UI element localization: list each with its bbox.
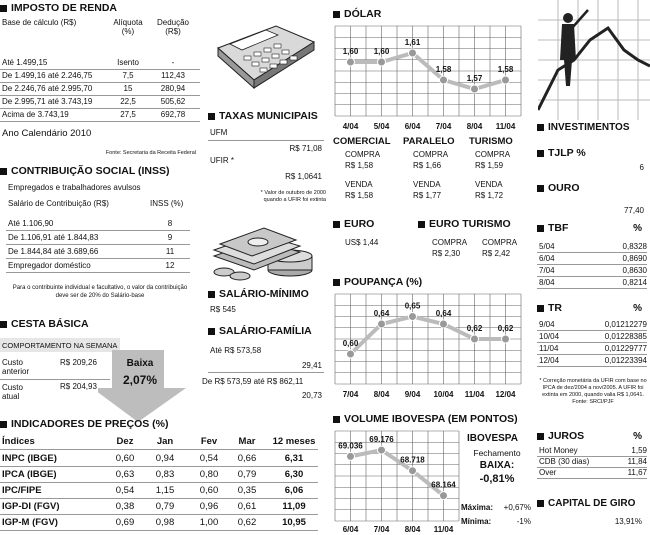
euroturismo-venda-value: R$ 2,42: [482, 249, 511, 258]
tr-row-label: 10/04: [539, 332, 560, 341]
poupanca-section: [333, 276, 523, 401]
data-label: 0,62: [466, 324, 483, 333]
ouro-section: [537, 182, 650, 216]
data-label: 1,60: [342, 47, 359, 56]
tr-title: TR: [537, 302, 650, 314]
precos-col-header: Dez: [116, 436, 134, 447]
tbf-row-value: 0,8328: [622, 242, 647, 251]
precos-row-value: 0,38: [115, 501, 135, 512]
capital-title: CAPITAL DE GIRO: [537, 498, 650, 509]
data-point: [409, 49, 417, 57]
taxas-note: * Valor de outubro de 2000 quando a UFIR foi extinta: [260, 190, 326, 203]
salmin-value: R$ 545: [210, 305, 236, 314]
precos-row-value: 0,62: [237, 517, 257, 528]
divider: [0, 514, 318, 515]
divider: [537, 342, 647, 343]
ir-col-aliquota: Alíquota (%): [113, 18, 143, 36]
x-tick-label: 10/04: [433, 390, 454, 399]
data-point: [378, 58, 386, 66]
euro-section: [333, 218, 413, 258]
divider: [537, 330, 647, 331]
ir-row-base: De 1.499,16 até 2.246,75: [2, 71, 93, 80]
x-tick-label: 11/04: [433, 525, 454, 534]
salmin-title: SALÁRIO-MÍNIMO: [208, 288, 328, 300]
euroturismo-venda-label: COMPRA: [482, 238, 518, 247]
cesta-baixa-value: 2,07%: [122, 373, 158, 387]
precos-row-value: 6,31: [284, 453, 304, 464]
data-point: [502, 76, 510, 84]
divider: [0, 121, 200, 122]
ir-title: IMPOSTO DE RENDA: [0, 2, 200, 14]
juros-row-label: Over: [539, 468, 557, 477]
data-label: 1,60: [373, 47, 390, 56]
data-point: [347, 350, 355, 358]
tjlp-value: 6: [639, 163, 644, 172]
ir-row-base: Acima de 3.743,19: [2, 110, 69, 119]
cesta-section: [0, 318, 200, 413]
divider: [537, 366, 647, 367]
dolar-col-comercial: COMERCIAL: [333, 136, 391, 147]
taxas-ufm-label: UFM: [210, 128, 228, 137]
divider: [0, 95, 200, 96]
ir-row-deducao: 692,78: [160, 110, 186, 119]
ir-row-deducao: -: [171, 58, 175, 67]
divider: [6, 244, 190, 245]
tr-row-label: 11/04: [539, 344, 559, 353]
tr-row-label: 12/04: [539, 356, 560, 365]
juros-row-value: 1,59: [631, 446, 647, 455]
dolar-venda-paralelo: R$ 1,77: [413, 191, 442, 200]
dolar-venda-label-1: VENDA: [345, 180, 373, 189]
ibovespa-min-label: Mínima:: [461, 517, 492, 526]
ir-row-aliquota: 15: [123, 84, 133, 93]
inss-title: CONTRIBUIÇÃO SOCIAL (INSS): [0, 165, 200, 177]
x-tick-label: 8/04: [466, 122, 483, 131]
tr-row-value: 0,01212279: [604, 320, 647, 329]
dolar-compra-comercial: R$ 1,58: [345, 161, 374, 170]
ibovespa-title: VOLUME IBOVESPA (EM PONTOS): [333, 413, 533, 425]
dolar-chart: [333, 22, 523, 132]
data-point: [440, 76, 448, 84]
juros-row-label: Hot Money: [539, 446, 578, 455]
inss-section: [0, 165, 200, 305]
data-label: 0,60: [342, 339, 359, 348]
precos-row-index: IPC/FIPE: [2, 485, 42, 496]
data-label: 1,57: [466, 74, 483, 83]
ir-header: [0, 16, 200, 44]
cesta-anterior-value: R$ 209,26: [60, 358, 97, 367]
tbf-row-label: 7/04: [539, 266, 555, 275]
euroturismo-section: [418, 218, 528, 268]
data-label: 69.176: [369, 435, 394, 445]
precos-row-index: IPCA (IBGE): [2, 469, 57, 480]
precos-row-value: 0,61: [237, 501, 257, 512]
juros-pct: %: [633, 431, 642, 442]
ir-row-aliquota: 27,5: [120, 110, 136, 119]
precos-row-value: 10,95: [282, 517, 306, 528]
ibovespa-status: BAIXA:: [479, 460, 515, 471]
precos-row-value: 0,66: [237, 453, 257, 464]
inss-row-salario: Até 1.106,90: [8, 219, 54, 228]
tbf-title: TBF: [537, 222, 650, 234]
euroturismo-compra-value: R$ 2,30: [432, 249, 461, 258]
precos-col-header: Índices: [2, 436, 35, 447]
precos-row-value: 0,35: [237, 485, 257, 496]
precos-row-value: 11,09: [282, 501, 306, 512]
dolar-venda-comercial: R$ 1,58: [345, 191, 374, 200]
precos-row-value: 0,54: [199, 453, 219, 464]
investor-illustration: [538, 0, 650, 120]
juros-title: JUROS: [537, 430, 650, 442]
divider: [0, 466, 318, 467]
investimentos-section: [537, 122, 650, 142]
ir-ano: Ano Calendário 2010: [2, 128, 92, 139]
dolar-section: [333, 8, 523, 208]
precos-row-value: 1,00: [199, 517, 219, 528]
divider: [537, 288, 647, 289]
x-tick-label: 6/04: [404, 122, 421, 131]
tr-row-value: 0,01223394: [604, 356, 647, 365]
data-label: 1,58: [435, 65, 452, 74]
inss-row-pct: 9: [167, 233, 173, 242]
data-label: 0,64: [435, 309, 452, 318]
taxas-section: [208, 110, 328, 215]
x-tick-label: 8/04: [404, 525, 421, 534]
euro-title: EURO: [333, 218, 413, 230]
data-point: [409, 313, 417, 321]
data-label: 68.164: [431, 480, 456, 490]
x-tick-label: 9/04: [404, 390, 421, 399]
tbf-row-label: 5/04: [539, 242, 555, 251]
juros-row-value: 11,67: [627, 468, 647, 477]
ibovespa-pct: -0,81%: [479, 473, 515, 485]
divider: [0, 498, 318, 499]
precos-row-value: 0,98: [155, 517, 175, 528]
precos-col-header: 12 meses: [272, 436, 316, 447]
salmin-section: [208, 288, 328, 318]
dolar-col-turismo: TURISMO: [469, 136, 513, 147]
tbf-section: [537, 222, 650, 292]
precos-row-value: 0,79: [155, 501, 175, 512]
data-point: [409, 467, 417, 475]
x-tick-label: 7/04: [342, 390, 359, 399]
dolar-compra-paralelo: R$ 1,66: [413, 161, 442, 170]
divider: [537, 354, 647, 355]
tbf-row-label: 8/04: [539, 278, 555, 287]
euro-value: US$ 1,44: [345, 238, 379, 247]
ir-fonte: Fonte: Secretaria da Receita Federal: [105, 150, 196, 156]
ir-col-deducao: Dedução (R$): [156, 18, 190, 36]
ibovespa-max-value: +0,67%: [503, 503, 531, 512]
ir-col-base: Base de cálculo (R$): [2, 18, 77, 27]
dolar-venda-turismo: R$ 1,72: [475, 191, 504, 200]
dolar-col-paralelo: PARALELO: [403, 136, 455, 147]
data-point: [471, 335, 479, 343]
capital-section: [537, 498, 650, 533]
dolar-title: DÓLAR: [333, 8, 523, 20]
divider: [537, 276, 647, 277]
ibovespa-chart: [333, 427, 461, 535]
tr-row-value: 0,01229777: [604, 344, 647, 353]
ir-row-base: De 2.995,71 até 3.743,19: [2, 97, 93, 106]
precos-col-header: Jan: [156, 436, 174, 447]
data-point: [440, 320, 448, 328]
precos-row-value: 6,06: [284, 485, 304, 496]
divider: [6, 272, 190, 273]
dolar-compra-label-1: COMPRA: [345, 150, 381, 159]
salfam-row1-label: Até R$ 573,58: [210, 346, 262, 355]
inss-row-pct: 8: [167, 219, 173, 228]
data-point: [502, 335, 510, 343]
precos-col-header: Fev: [200, 436, 218, 447]
juros-row-label: CDB (30 dias): [539, 457, 590, 466]
cesta-atual-value: R$ 204,93: [60, 382, 97, 391]
investimentos-title: INVESTIMENTOS: [537, 122, 650, 133]
ibovespa-max: [461, 503, 531, 512]
tr-pct: %: [633, 303, 642, 314]
x-tick-label: 8/04: [373, 390, 390, 399]
euroturismo-title: EURO TURISMO: [418, 218, 528, 230]
juros-row-value: 11,84: [627, 457, 647, 466]
data-point: [378, 320, 386, 328]
divider: [537, 478, 647, 479]
data-label: 68.718: [400, 455, 425, 465]
ir-row-aliquota: Isento: [117, 58, 139, 67]
precos-section: [0, 418, 328, 535]
ir-row-base: De 2.246,76 até 2.995,70: [2, 84, 93, 93]
x-tick-label: 7/04: [435, 122, 452, 131]
data-label: 0,65: [404, 301, 421, 311]
cesta-header: COMPORTAMENTO NA SEMANA: [0, 338, 120, 352]
ir-row-aliquota: 22,5: [120, 97, 136, 106]
cesta-title: CESTA BÁSICA: [0, 318, 200, 330]
data-label: 69.036: [338, 441, 363, 451]
precos-row-index: INPC (IBGE): [2, 453, 57, 464]
data-point: [440, 492, 448, 500]
ir-row-deducao: 112,43: [161, 71, 185, 80]
divider: [0, 449, 318, 450]
inss-row-pct: 11: [165, 247, 175, 256]
inss-row-salario: De 1.844,84 até 3.689,66: [8, 247, 99, 256]
tbf-row-label: 6/04: [539, 254, 555, 263]
divider: [0, 69, 200, 70]
ibovespa-min: [461, 517, 531, 526]
taxas-ufir-value: R$ 1,0641: [285, 172, 322, 181]
ibovespa-min-value: -1%: [516, 517, 531, 526]
ouro-title: OURO: [537, 182, 650, 194]
ir-row-base: Até 1.499,15: [2, 58, 48, 67]
data-point: [347, 452, 355, 460]
divider: [0, 482, 318, 483]
x-tick-label: 6/04: [342, 525, 359, 534]
dolar-venda-label-3: VENDA: [475, 180, 503, 189]
capital-value: 13,91%: [614, 517, 642, 526]
data-label: 0,62: [497, 324, 514, 333]
inss-col-salario: Salário de Contribuição (R$): [8, 199, 109, 208]
x-tick-label: 12/04: [495, 390, 516, 399]
data-label: 1,61: [404, 38, 421, 47]
data-label: 0,64: [373, 309, 390, 318]
taxas-ufm-value: R$ 71,08: [289, 144, 322, 153]
precos-row-value: 0,63: [115, 469, 135, 480]
precos-row-value: 0,60: [199, 485, 219, 496]
money-illustration: [210, 226, 320, 282]
data-point: [378, 446, 386, 454]
dolar-compra-label-3: COMPRA: [475, 150, 511, 159]
inss-note: Para o contribuinte individual e facultativo, o valor da contribuição deve ser de 20% do Salário-base: [12, 285, 188, 299]
ir-row-deducao: 280,94: [160, 84, 186, 93]
x-tick-label: 11/04: [464, 390, 485, 399]
data-point: [471, 85, 479, 93]
tbf-pct: %: [633, 223, 642, 234]
salfam-row1-value: 29,41: [301, 361, 322, 370]
dolar-table: [333, 134, 523, 210]
precos-row-value: 0,54: [115, 485, 135, 496]
x-tick-label: 4/04: [342, 122, 359, 131]
precos-title: INDICADORES DE PREÇOS (%): [0, 418, 328, 430]
salfam-title: SALÁRIO-FAMÍLIA: [208, 325, 328, 337]
dolar-compra-label-2: COMPRA: [413, 150, 449, 159]
tjlp-title: TJLP %: [537, 147, 650, 159]
precos-col-header: Mar: [238, 436, 256, 447]
ibovespa-name: IBOVESPA: [467, 433, 518, 444]
precos-row-value: 6,30: [284, 469, 304, 480]
salfam-section: [202, 325, 328, 405]
dolar-venda-label-2: VENDA: [413, 180, 441, 189]
poupanca-chart: [333, 290, 523, 400]
divider: [0, 530, 318, 531]
inss-row-salario: Empregador doméstico: [8, 261, 91, 270]
ir-row-deducao: 505,62: [160, 97, 186, 106]
precos-row-value: 1,15: [155, 485, 175, 496]
juros-section: [537, 430, 650, 490]
divider: [0, 108, 200, 109]
inss-subtitle: Empregados e trabalhadores avulsos: [8, 183, 141, 192]
taxas-ufir-label: UFIR *: [210, 156, 234, 165]
ouro-value: 77,40: [623, 206, 644, 215]
x-tick-label: 5/04: [373, 122, 390, 131]
divider: [537, 264, 647, 265]
tbf-row-value: 0,8690: [622, 254, 647, 263]
divider: [0, 82, 200, 83]
tbf-row-value: 0,8630: [622, 266, 647, 275]
calculator-illustration: [210, 22, 320, 102]
cesta-atual-label: Custo atual: [2, 383, 23, 401]
ir-section: [0, 2, 200, 162]
ibovespa-max-label: Máxima:: [461, 503, 494, 512]
precos-row-value: 0,60: [115, 453, 135, 464]
ibovespa-section: [333, 413, 533, 535]
dolar-compra-turismo: R$ 1,59: [475, 161, 504, 170]
precos-row-value: 0,79: [237, 469, 257, 480]
x-tick-label: 11/04: [495, 122, 516, 131]
precos-row-value: 0,94: [155, 453, 175, 464]
salfam-row2-label: De R$ 573,59 até R$ 862,11: [202, 377, 304, 386]
ibovespa-fech-label: Fechamento: [473, 448, 521, 458]
tr-note: * Correção monetária da UFIR com base no IPCA de dez/2004 a nov/2005. A UFIR foi extinta em 2000, quando valia R$ 1,0641. Fonte: SRCI/PJF: [539, 378, 647, 405]
inss-row-salario: De 1.106,91 até 1.844,83: [8, 233, 99, 242]
euroturismo-compra-label: COMPRA: [432, 238, 468, 247]
divider: [6, 258, 190, 259]
cesta-anterior-label: Custo anterior: [2, 358, 30, 376]
ir-row-aliquota: 7,5: [122, 71, 134, 80]
data-label: 1,58: [497, 65, 514, 74]
taxas-title: TAXAS MUNICIPAIS: [208, 110, 328, 122]
x-tick-label: 7/04: [373, 525, 390, 534]
data-point: [347, 58, 355, 66]
salfam-row2-value: 20,73: [301, 391, 322, 400]
precos-row-value: 0,69: [115, 517, 135, 528]
precos-row-index: IGP-M (FGV): [2, 517, 58, 528]
tr-row-label: 9/04: [539, 320, 555, 329]
tbf-row-value: 0,8214: [622, 278, 647, 287]
precos-row-value: 0,80: [199, 469, 219, 480]
inss-col-pct: INSS (%): [150, 199, 184, 208]
divider: [6, 230, 190, 231]
divider: [537, 252, 647, 253]
poupanca-title: POUPANÇA (%): [333, 276, 523, 288]
inss-row-pct: 12: [165, 261, 175, 270]
tr-section: [537, 302, 650, 422]
precos-row-value: 0,96: [199, 501, 219, 512]
precos-row-index: IGP-DI (FGV): [2, 501, 60, 512]
tr-row-value: 0,01228385: [604, 332, 647, 341]
tjlp-section: [537, 147, 650, 177]
precos-row-value: 0,83: [155, 469, 175, 480]
cesta-baixa-label: Baixa: [126, 358, 154, 369]
